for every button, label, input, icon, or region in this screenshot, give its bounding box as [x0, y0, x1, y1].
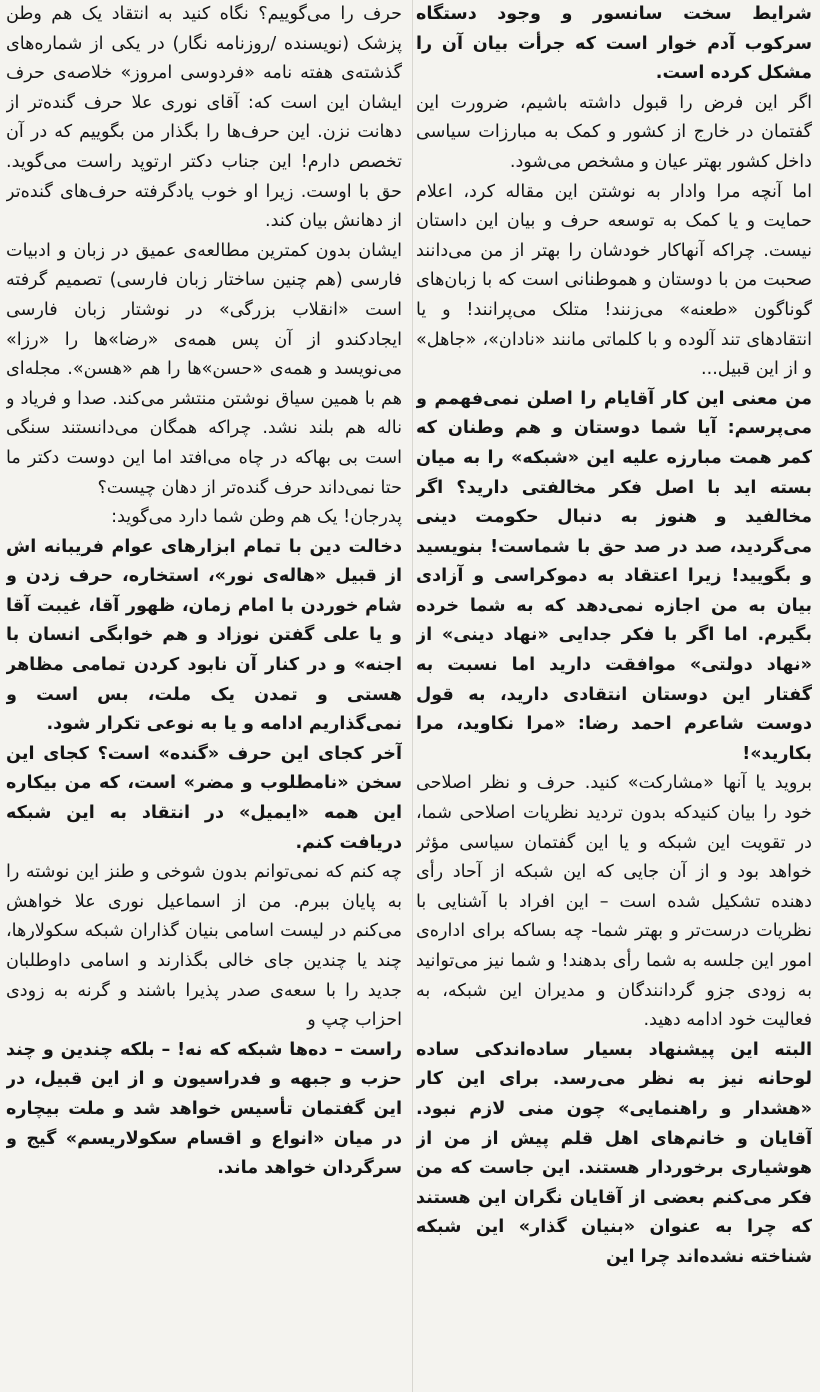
article-paragraph: بروید یا آنها «مشارکت» کنید. حرف و نظر اصلاحی خود را بیان کنیدکه بدون تردید نظریات اصلاحی شما، در تقویت این شبکه و یا این گفتمان سیاسی مؤثر خواهد بود و از آن جایی که این شبکه از آحاد رأی دهنده تشکیل شده است – این افراد با آشنایی با نظریات درست‌تر و بهتر شما- چه بساکه برای اداره‌ی امور این جلسه به شما رأی بدهند! و شما نیز می‌توانید به زودی جزو گردانندگان و مدیران این شبکه، به فعالیت خود ادامه دهید.	[416, 773, 812, 1031]
article-paragraph: چه کنم که نمی‌توانم بدون شوخی و طنز این نوشته را به پایان ببرم. من از اسماعیل نوری علا خواهش می‌کنم در لیست اسامی بنیان گذاران شبکه سکولارها، چند یا چندین جای خالی بگذارند و اسامی داوطلبان جدید را با سعه‌ی صدر پذیرا باشند و گرنه به زودی احزاب چپ و	[6, 862, 402, 1031]
article-column-left	[6, 0, 402, 1392]
article-paragraph: حرف را می‌گوییم؟ نگاه کنید به انتقاد یک هم وطن پزشک (نویسنده /روزنامه نگار) در یکی از شماره‌های گذشته‌ی هفته نامه «فردوسی امروز» خلاصه‌ی حرف ایشان این است که: آقای نوری علا حرف گنده‌تر از دهانت نزن. این حرف‌ها را بگذار من بگوییم که در آن تخصص دارم! این جناب دکتر ارتوپد راست می‌گوید. حق با اوست. زیرا او خوب یادگرفته حرف‌های گنده‌تر از دهانش بیان کند.	[6, 4, 402, 232]
article-paragraph: آخر کجای این حرف «گنده» است؟ کجای این سخن «نامطلوب و مضر» است، که من بیکاره این همه «ایمیل» در انتقاد به این شبکه دریافت کنم.	[6, 743, 402, 853]
article-paragraph: شرایط سخت سانسور و وجود دستگاه سرکوب آدم خوار است که جرأت بیان آن را مشکل کرده است.	[416, 4, 812, 84]
article-column-right	[416, 0, 812, 1392]
article-paragraph: البته این پیشنهاد بسیار ساده‌اندکی ساده لوحانه نیز به نظر می‌رسد. برای این کار «هشدار و راهنمایی» چون منی لازم نبود. آقایان و خانم‌های اهل قلم پیش از من از هوشیاری برخوردار هستند. این جاست که من فکر می‌کنم بعضی از آقایان نگران این هستند که چرا به عنوان «بنیان گذار» این شبکه شناخته نشده‌اند چرا این	[416, 1039, 812, 1267]
article-paragraph: دخالت دین با تمام ابزارهای عوام فریبانه اش از قبیل «هاله‌ی نور»، استخاره، حرف زدن و شام خوردن با امام زمان، ظهور آقا، غیبت آقا و یا علی گفتن نوزاد و هم خوابگی انسان با اجنه» و در کنار آن نابود کردن تمامی مظاهر هستی و تمدن یک ملت، بس است و نمی‌گذاریم ادامه و یا به نوعی تکرار شود.	[6, 536, 402, 735]
article-paragraph: راست – ده‌ها شبکه که نه! – بلکه چندین و چند حزب و جبهه و فدراسیون و از این قبیل، در این گفتمان تأسیس خواهد شد و ملت بیچاره در میان «انواع و اقسام سکولاریسم» گیج و سرگردان خواهد ماند.	[6, 1039, 402, 1179]
article-paragraph: من معنی این کار آقایام را اصلن نمی‌فهمم و می‌پرسم: آیا شما دوستان و هم وطنان که کمر همت مبارزه علیه این «شبکه» را به میان بسته اید با اصل فکر مخالفتی دارید؟ اگر مخالفید و هنوز به دنبال حکومت دینی می‌گردید، صد در صد حق با شماست! بنویسید و بگویید! زیرا اعتقاد به دموکراسی و آزادی بیان به من اجازه نمی‌دهد که به شما خرده بگیرم. اما اگر با فکر جدایی «نهاد دینی» از «نهاد دولتی» موافقت دارید اما نسبت به گفتار این دوستان انتقادی دارید، به قول دوست شاعرم احمد رضا: «مرا نکاوید، مرا بکارید»!	[416, 388, 812, 764]
article-paragraph: پدرجان! یک هم وطن شما دارد می‌گوید:	[111, 507, 402, 528]
article-paragraph: ایشان بدون کمترین مطالعه‌ی عمیق در زبان و ادبیات فارسی (هم چنین ساختار زبان فارسی) تصمیم گرفته است «انقلاب بزرگی» در نوشتار زبان فارسی ایجادکندو از آن پس همه‌ی «رضا»ها را «رزا» می‌نویسد و همه‌ی «حسن»ها را هم «هسن». مجله‌ای هم با همین سیاق نوشتن منتشر می‌کند. صدا و فریاد و ناله هم بلند نشد. چراکه همگان می‌دانستند سنگی است بی بهاکه در چاه می‌افتد اما این دوست دکتر ما حتا نمی‌داند حرف گنده‌تر از دهان چیست؟	[6, 240, 402, 498]
article-paragraph: اگر این فرض را قبول داشته باشیم، ضرورت این گفتمان در خارج از کشور و کمک به مبارزات سیاسی داخل کشور بهتر عیان و مشخص می‌شود.	[416, 92, 812, 172]
column-divider	[412, 0, 413, 1392]
article-paragraph: اما آنچه مرا وادار به نوشتن این مقاله کرد، اعلام حمایت و یا کمک به توسعه حرف و بیان این داستان نیست. چراکه آنهاکار خودشان را بهتر از من می‌دانند صحبت من با دوستان و هموطنانی است که با زبان‌های گوناگون «طعنه» می‌زنند! متلک می‌پرانند! و یا انتقادهای تند آلوده و با کلماتی مانند «نادان»، «جاهل» و از این قبیل...	[416, 181, 812, 380]
